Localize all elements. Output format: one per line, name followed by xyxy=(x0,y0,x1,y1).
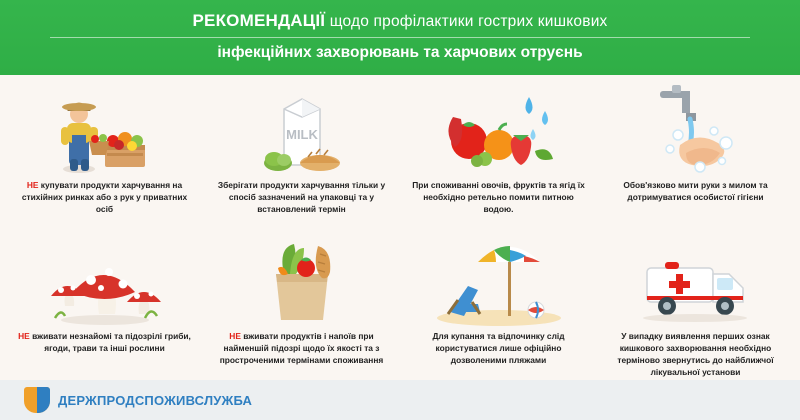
tip-text-mushrooms: вживати незнайомі та підозрілі гриби, ягоди, трави та інші рослини xyxy=(32,330,191,353)
tip-card-expired xyxy=(203,230,400,381)
poster-header xyxy=(0,0,800,75)
tip-card-wash-produce xyxy=(400,79,597,230)
organization-name: ДЕРЖПРОДСПОЖИВСЛУЖБА xyxy=(58,392,253,408)
grocery-bag-icon xyxy=(211,234,392,326)
header-divider xyxy=(50,37,749,38)
tip-card-market xyxy=(6,79,203,230)
tip-text-market: купувати продукти харчування на стихійних ринках або з рук у приватних осіб xyxy=(21,180,188,214)
mushrooms-icon xyxy=(14,234,195,326)
milk-carton-and-groceries-icon xyxy=(211,83,392,175)
tip-caption-wash-hands xyxy=(606,179,786,203)
tap-washing-hands-icon xyxy=(605,83,786,175)
tip-text-ambulance: У випадку виявлення перших ознак кишкового захворювання необхідно терміново звернутись до найближчої лікувальної установи xyxy=(617,330,774,377)
header-title-line xyxy=(20,10,780,33)
tip-caption-wash-produce xyxy=(409,179,589,215)
tip-caption-market xyxy=(15,179,195,215)
tips-grid xyxy=(0,75,800,380)
tip-text-storage: Зберігати продукти харчування тільки у спосіб зазначений на упаковці та у встановлений термін xyxy=(217,180,386,214)
tip-card-beaches xyxy=(400,230,597,381)
header-title-rest: щодо профілактики гострих кишкових xyxy=(329,13,608,30)
tip-negation-market: НЕ xyxy=(26,180,39,190)
ambulance-icon xyxy=(605,234,786,326)
tip-caption-expired xyxy=(212,330,392,366)
farmer-with-produce-icon xyxy=(14,83,195,175)
tip-negation-mushrooms: НЕ xyxy=(18,330,30,341)
header-title-strong: РЕКОМЕНДАЦІЇ xyxy=(192,11,326,30)
tip-text-beaches: Для купання та відпочинку слід користуватися лише офіційно дозволеними пляжами xyxy=(432,330,565,365)
tip-card-storage xyxy=(203,79,400,230)
tip-card-wash-hands xyxy=(597,79,794,230)
tip-card-ambulance xyxy=(597,230,794,381)
tip-text-expired: вживати продуктів і напоїв при найменшій підозрі щодо їх якості та з простроченими термінами споживання xyxy=(219,330,384,365)
tip-text-wash-produce: При споживанні овочів, фруктів та ягід їх необхідно ретельно помити питною водою. xyxy=(412,180,585,214)
fruits-vegetables-with-water-icon xyxy=(408,83,589,175)
tip-negation-expired: НЕ xyxy=(229,330,241,341)
header-subtitle: інфекційних захворювань та харчових отруєнь xyxy=(217,44,583,61)
tip-text-wash-hands: Обов'язково мити руки з милом та дотримуватися особистої гігієни xyxy=(623,180,768,202)
tip-caption-ambulance xyxy=(606,330,786,378)
shield-shape xyxy=(24,387,50,413)
tip-caption-storage xyxy=(212,179,392,215)
tip-caption-mushrooms xyxy=(15,330,195,354)
poster-footer xyxy=(0,380,800,420)
tip-caption-beaches xyxy=(409,330,589,366)
beach-umbrella-chair-icon xyxy=(408,234,589,326)
svg-text:MILK: MILK xyxy=(285,127,318,142)
shield-logo-icon xyxy=(24,387,50,413)
tip-card-mushrooms xyxy=(6,230,203,381)
